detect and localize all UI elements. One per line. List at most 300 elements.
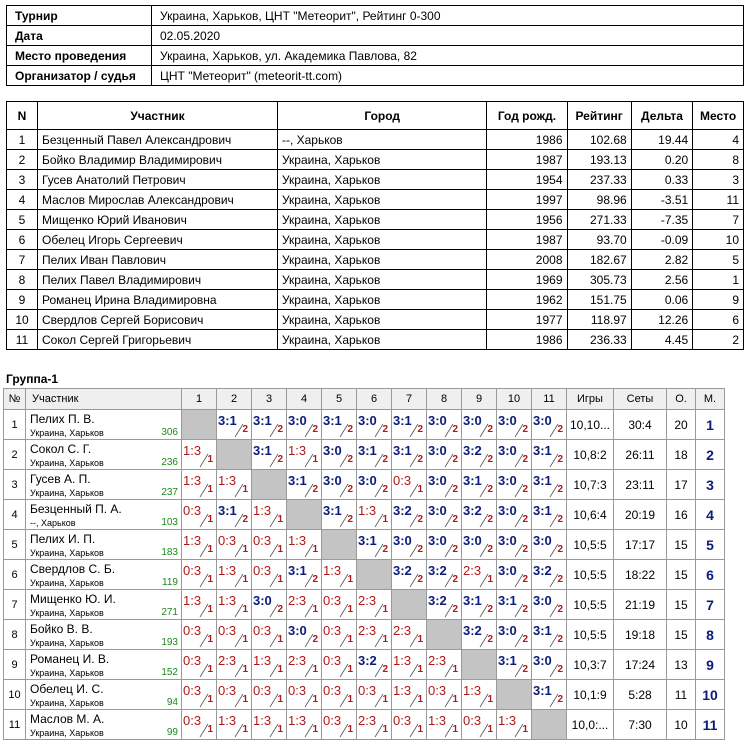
place-cell: 10: [696, 680, 725, 710]
player-cell: [26, 560, 182, 590]
match-score: 3:0: [428, 533, 447, 548]
match-result-cell: [322, 590, 357, 620]
player-name[interactable]: Мищенко Ю. И.: [30, 592, 116, 606]
row-number: 9: [4, 650, 26, 680]
match-points: 2: [557, 454, 563, 465]
participant-cell: 10: [693, 230, 744, 250]
info-value: Украина, Харьков, ул. Академика Павлова, 82: [152, 46, 744, 66]
match-score: 0:3: [428, 683, 447, 698]
match-points: 1: [242, 694, 248, 705]
match-score: 0:3: [218, 533, 237, 548]
match-result-cell: [497, 410, 532, 440]
participants-header-cell: Рейтинг: [567, 102, 631, 130]
match-score: 3:1: [253, 413, 272, 428]
match-points: 1: [277, 544, 283, 555]
participant-cell: -3.51: [631, 190, 693, 210]
participant-cell: Украина, Харьков: [277, 250, 486, 270]
crosstable-row: [4, 680, 725, 710]
crosstable-row: [4, 530, 725, 560]
player-cell: [26, 470, 182, 500]
participant-cell: 3: [693, 170, 744, 190]
participant-cell: 7: [7, 250, 38, 270]
match-score: 3:1: [358, 443, 377, 458]
crosstable-row: [4, 620, 725, 650]
crosstable-header-cell: 1: [182, 389, 217, 410]
player-name[interactable]: Пелих П. В.: [30, 412, 95, 426]
participant-cell: Украина, Харьков: [277, 170, 486, 190]
match-score: 3:1: [463, 593, 482, 608]
match-result-cell: [357, 680, 392, 710]
match-score: 3:2: [463, 443, 482, 458]
participant-cell: 0.33: [631, 170, 693, 190]
match-result-cell: [322, 500, 357, 530]
match-score: 3:1: [533, 503, 552, 518]
match-result-cell: [427, 410, 462, 440]
participant-row: [7, 230, 744, 250]
match-score: 0:3: [288, 683, 307, 698]
match-result-cell: [252, 620, 287, 650]
match-result-cell: [252, 500, 287, 530]
match-result-cell: [182, 590, 217, 620]
participant-cell: Украина, Харьков: [277, 290, 486, 310]
diagonal-cell: [322, 530, 357, 560]
participant-cell: 4: [7, 190, 38, 210]
match-score: 3:0: [428, 473, 447, 488]
match-score: 3:0: [498, 473, 517, 488]
participant-cell: 6: [7, 230, 38, 250]
match-points: 1: [417, 484, 423, 495]
match-points: 1: [207, 664, 213, 675]
match-result-cell: [252, 530, 287, 560]
match-points: 2: [522, 424, 528, 435]
match-points: 2: [417, 574, 423, 585]
match-result-cell: [392, 710, 427, 740]
match-score: 3:1: [498, 593, 517, 608]
match-score: 3:1: [358, 533, 377, 548]
participant-cell: 1956: [487, 210, 567, 230]
match-points: 2: [382, 544, 388, 555]
match-result-cell: [182, 680, 217, 710]
info-row: [7, 6, 744, 26]
match-points: 1: [382, 694, 388, 705]
match-result-cell: [217, 500, 252, 530]
crosstable-header-cell: Игры: [567, 389, 614, 410]
player-name[interactable]: Свердлов С. Б.: [30, 562, 116, 576]
match-result-cell: [497, 620, 532, 650]
match-points: 1: [312, 604, 318, 615]
match-points: 1: [207, 604, 213, 615]
row-number: 6: [4, 560, 26, 590]
place-cell: 4: [696, 500, 725, 530]
match-score: 2:3: [463, 563, 482, 578]
player-name[interactable]: Пелих И. П.: [30, 532, 96, 546]
crosstable-row: [4, 500, 725, 530]
match-score: 3:0: [323, 473, 342, 488]
participant-cell: 8: [7, 270, 38, 290]
match-result-cell: [182, 500, 217, 530]
match-score: 3:1: [323, 413, 342, 428]
player-name[interactable]: Обелец И. С.: [30, 682, 104, 696]
participant-row: [7, 330, 744, 350]
match-score: 1:3: [183, 593, 202, 608]
player-name[interactable]: Сокол С. Г.: [30, 442, 92, 456]
match-score: 3:0: [498, 623, 517, 638]
row-number: 4: [4, 500, 26, 530]
match-score: 3:0: [428, 503, 447, 518]
match-score: 3:0: [358, 413, 377, 428]
info-key: Дата: [7, 26, 152, 46]
match-points: 2: [312, 634, 318, 645]
participant-cell: 182.67: [567, 250, 631, 270]
info-key: Турнир: [7, 6, 152, 26]
match-points: 2: [452, 514, 458, 525]
match-points: 1: [312, 454, 318, 465]
match-result-cell: [182, 710, 217, 740]
participant-cell: -0.09: [631, 230, 693, 250]
games-cell: 10,6:4: [567, 500, 614, 530]
match-points: 1: [207, 574, 213, 585]
match-score: 3:2: [393, 563, 412, 578]
info-value: 02.05.2020: [152, 26, 744, 46]
player-cell: [26, 620, 182, 650]
match-result-cell: [392, 410, 427, 440]
match-points: 1: [417, 694, 423, 705]
match-points: 2: [452, 484, 458, 495]
participant-cell: Украина, Харьков: [277, 150, 486, 170]
participant-cell: Безценный Павел Александрович: [38, 130, 278, 150]
match-result-cell: [217, 710, 252, 740]
match-result-cell: [427, 710, 462, 740]
match-points: 2: [487, 604, 493, 615]
player-rating: 237: [161, 487, 178, 498]
participant-cell: Украина, Харьков: [277, 210, 486, 230]
match-result-cell: [322, 410, 357, 440]
row-number: 7: [4, 590, 26, 620]
match-score: 1:3: [393, 683, 412, 698]
player-rating: 99: [166, 727, 178, 738]
match-score: 0:3: [323, 653, 342, 668]
match-points: 1: [417, 724, 423, 735]
match-score: 3:0: [533, 533, 552, 548]
participant-cell: Украина, Харьков: [277, 230, 486, 250]
row-number: 10: [4, 680, 26, 710]
match-points: 2: [417, 544, 423, 555]
match-result-cell: [217, 470, 252, 500]
match-points: 2: [522, 544, 528, 555]
match-score: 1:3: [288, 443, 307, 458]
info-row: [7, 26, 744, 46]
crosstable-header-cell: О.: [667, 389, 696, 410]
match-score: 2:3: [288, 593, 307, 608]
match-points: 2: [347, 514, 353, 525]
match-result-cell: [497, 440, 532, 470]
participant-cell: Пелих Павел Владимирович: [38, 270, 278, 290]
match-result-cell: [287, 530, 322, 560]
match-result-cell: [182, 620, 217, 650]
match-points: 1: [382, 634, 388, 645]
match-result-cell: [287, 440, 322, 470]
sets-cell: 18:22: [614, 560, 667, 590]
match-score: 0:3: [393, 713, 412, 728]
match-points: 1: [207, 694, 213, 705]
match-points: 1: [382, 724, 388, 735]
match-points: 1: [242, 544, 248, 555]
match-result-cell: [217, 410, 252, 440]
match-result-cell: [357, 440, 392, 470]
match-points: 1: [487, 694, 493, 705]
match-score: 3:2: [428, 593, 447, 608]
match-score: 0:3: [323, 683, 342, 698]
participant-cell: Маслов Мирослав Александрович: [38, 190, 278, 210]
participant-row: [7, 130, 744, 150]
match-result-cell: [357, 650, 392, 680]
match-score: 1:3: [498, 713, 517, 728]
match-points: 1: [347, 634, 353, 645]
participants-header-row: [7, 102, 744, 130]
crosstable-header-cell: 7: [392, 389, 427, 410]
player-cell: [26, 680, 182, 710]
diagonal-cell: [462, 650, 497, 680]
player-cell: [26, 440, 182, 470]
player-city: Украина, Харьков: [30, 608, 104, 618]
player-rating: 271: [161, 607, 178, 618]
match-score: 2:3: [428, 653, 447, 668]
match-points: 2: [242, 424, 248, 435]
player-rating: 193: [161, 637, 178, 648]
match-result-cell: [497, 470, 532, 500]
match-score: 3:0: [463, 413, 482, 428]
participant-cell: 9: [7, 290, 38, 310]
match-score: 3:1: [533, 623, 552, 638]
place-cell: 3: [696, 470, 725, 500]
participant-cell: 1962: [487, 290, 567, 310]
match-result-cell: [392, 470, 427, 500]
points-total-cell: 16: [667, 500, 696, 530]
participants-table: [6, 101, 744, 350]
points-total-cell: 13: [667, 650, 696, 680]
participant-cell: 1997: [487, 190, 567, 210]
player-city: Украина, Харьков: [30, 548, 104, 558]
match-result-cell: [357, 470, 392, 500]
diagonal-cell: [252, 470, 287, 500]
points-total-cell: 10: [667, 710, 696, 740]
player-rating: 94: [166, 697, 178, 708]
player-name[interactable]: Романец И. В.: [30, 652, 110, 666]
match-result-cell: [532, 620, 567, 650]
match-result-cell: [427, 500, 462, 530]
points-total-cell: 15: [667, 560, 696, 590]
match-result-cell: [357, 410, 392, 440]
participant-cell: Обелец Игорь Сергеевич: [38, 230, 278, 250]
crosstable-header-row: [4, 389, 725, 410]
match-result-cell: [182, 560, 217, 590]
match-points: 2: [522, 574, 528, 585]
match-points: 1: [312, 694, 318, 705]
match-points: 1: [522, 724, 528, 735]
points-total-cell: 20: [667, 410, 696, 440]
participants-header-cell: Год рожд.: [487, 102, 567, 130]
sets-cell: 5:28: [614, 680, 667, 710]
info-key: Место проведения: [7, 46, 152, 66]
participant-cell: 5: [7, 210, 38, 230]
player-city: Украина, Харьков: [30, 638, 104, 648]
participant-cell: --, Харьков: [277, 130, 486, 150]
match-result-cell: [392, 500, 427, 530]
match-result-cell: [287, 710, 322, 740]
match-points: 1: [347, 664, 353, 675]
match-points: 1: [242, 724, 248, 735]
participant-row: [7, 210, 744, 230]
match-score: 0:3: [183, 653, 202, 668]
match-result-cell: [532, 590, 567, 620]
match-points: 1: [312, 544, 318, 555]
match-score: 1:3: [393, 653, 412, 668]
match-score: 3:1: [533, 443, 552, 458]
match-score: 3:1: [218, 503, 237, 518]
sets-cell: 17:17: [614, 530, 667, 560]
participant-cell: 1: [7, 130, 38, 150]
crosstable-row: [4, 590, 725, 620]
crosstable: [3, 388, 725, 740]
participants-header-cell: Место: [693, 102, 744, 130]
match-score: 1:3: [428, 713, 447, 728]
row-number: 11: [4, 710, 26, 740]
participant-cell: 4: [693, 130, 744, 150]
player-city: Украина, Харьков: [30, 668, 104, 678]
player-city: Украина, Харьков: [30, 428, 104, 438]
match-result-cell: [322, 710, 357, 740]
group-title: Группа-1: [6, 372, 59, 386]
player-name[interactable]: Безценный П. А.: [30, 502, 122, 516]
match-score: 0:3: [183, 623, 202, 638]
match-result-cell: [357, 500, 392, 530]
crosstable-header-cell: М.: [696, 389, 725, 410]
match-result-cell: [182, 650, 217, 680]
participant-row: [7, 150, 744, 170]
match-result-cell: [182, 470, 217, 500]
match-points: 1: [347, 574, 353, 585]
crosstable-header-cell: 4: [287, 389, 322, 410]
match-points: 2: [452, 544, 458, 555]
match-score: 3:1: [288, 473, 307, 488]
row-number: 1: [4, 410, 26, 440]
match-result-cell: [532, 680, 567, 710]
crosstable-header-cell: 10: [497, 389, 532, 410]
player-city: Украина, Харьков: [30, 458, 104, 468]
participant-cell: 1977: [487, 310, 567, 330]
participant-cell: Романец Ирина Владимировна: [38, 290, 278, 310]
sets-cell: 26:11: [614, 440, 667, 470]
player-city: Украина, Харьков: [30, 488, 104, 498]
player-rating: 236: [161, 457, 178, 468]
match-result-cell: [462, 710, 497, 740]
match-result-cell: [427, 680, 462, 710]
match-score: 1:3: [183, 443, 202, 458]
match-result-cell: [462, 470, 497, 500]
player-name[interactable]: Гусев А. П.: [30, 472, 91, 486]
match-points: 2: [522, 664, 528, 675]
player-cell: [26, 590, 182, 620]
player-name[interactable]: Бойко В. В.: [30, 622, 93, 636]
match-score: 3:1: [393, 413, 412, 428]
match-points: 1: [277, 634, 283, 645]
participant-cell: 12.26: [631, 310, 693, 330]
match-result-cell: [322, 470, 357, 500]
crosstable-row: [4, 470, 725, 500]
participants-header-cell: Город: [277, 102, 486, 130]
row-number: 8: [4, 620, 26, 650]
match-score: 3:0: [393, 533, 412, 548]
match-points: 2: [382, 424, 388, 435]
participant-cell: 271.33: [567, 210, 631, 230]
match-score: 1:3: [358, 503, 377, 518]
sets-cell: 20:19: [614, 500, 667, 530]
match-result-cell: [427, 560, 462, 590]
match-result-cell: [392, 680, 427, 710]
match-result-cell: [392, 440, 427, 470]
participant-cell: 237.33: [567, 170, 631, 190]
match-points: 1: [277, 574, 283, 585]
participant-cell: 11: [693, 190, 744, 210]
diagonal-cell: [182, 410, 217, 440]
participant-cell: 236.33: [567, 330, 631, 350]
player-cell: [26, 530, 182, 560]
player-name[interactable]: Маслов М. А.: [30, 712, 105, 726]
match-result-cell: [497, 710, 532, 740]
participant-cell: 2.82: [631, 250, 693, 270]
participant-cell: 305.73: [567, 270, 631, 290]
match-score: 3:2: [428, 563, 447, 578]
crosstable-header-cell: Участник: [26, 389, 182, 410]
participant-cell: 1969: [487, 270, 567, 290]
match-points: 2: [557, 694, 563, 705]
player-cell: [26, 500, 182, 530]
match-points: 1: [487, 724, 493, 735]
match-result-cell: [252, 440, 287, 470]
match-score: 3:2: [463, 623, 482, 638]
sets-cell: 30:4: [614, 410, 667, 440]
crosstable-row: [4, 440, 725, 470]
participant-cell: Бойко Владимир Владимирович: [38, 150, 278, 170]
match-points: 2: [417, 514, 423, 525]
match-result-cell: [357, 590, 392, 620]
participant-cell: 93.70: [567, 230, 631, 250]
match-points: 1: [452, 694, 458, 705]
match-score: 0:3: [183, 683, 202, 698]
match-result-cell: [217, 590, 252, 620]
match-result-cell: [287, 650, 322, 680]
match-score: 2:3: [218, 653, 237, 668]
match-score: 3:0: [358, 473, 377, 488]
match-score: 2:3: [358, 623, 377, 638]
participant-cell: -7.35: [631, 210, 693, 230]
points-total-cell: 17: [667, 470, 696, 500]
match-points: 1: [277, 724, 283, 735]
participant-cell: Свердлов Сергей Борисович: [38, 310, 278, 330]
match-points: 1: [277, 664, 283, 675]
participant-cell: Мищенко Юрий Иванович: [38, 210, 278, 230]
player-city: Украина, Харьков: [30, 578, 104, 588]
match-score: 0:3: [463, 713, 482, 728]
match-result-cell: [252, 650, 287, 680]
match-result-cell: [462, 410, 497, 440]
place-cell: 9: [696, 650, 725, 680]
match-points: 2: [312, 484, 318, 495]
match-points: 1: [207, 454, 213, 465]
participant-cell: 2: [7, 150, 38, 170]
match-score: 3:0: [323, 443, 342, 458]
match-result-cell: [532, 530, 567, 560]
